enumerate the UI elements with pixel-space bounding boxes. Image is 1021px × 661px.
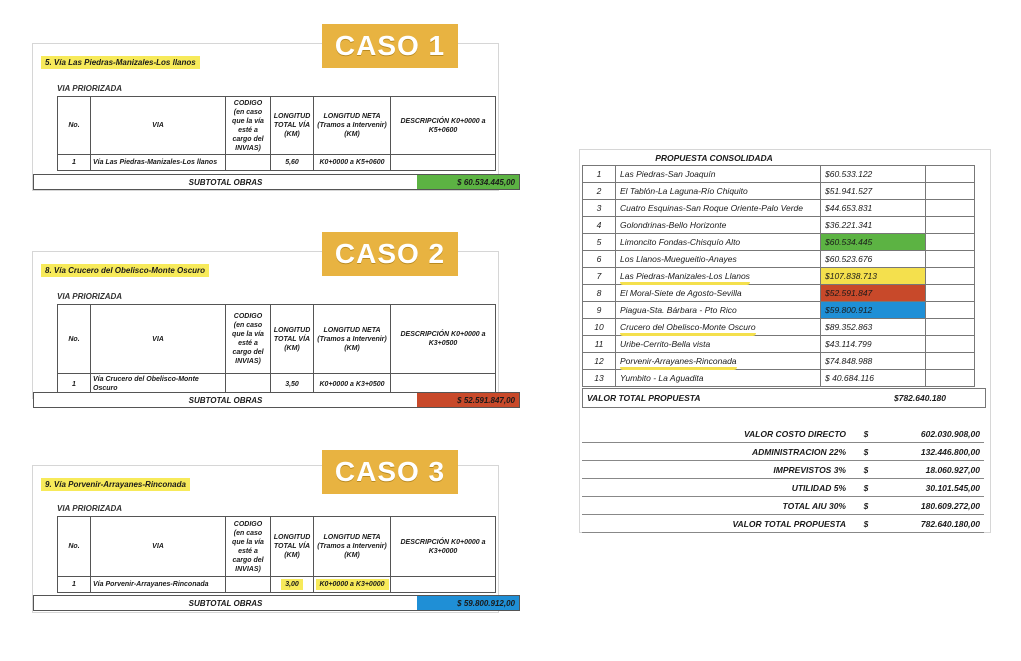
col-no: No. xyxy=(58,305,91,374)
row-via-name-text: Las Piedras-San Joaquín xyxy=(620,169,716,179)
cell-codigo xyxy=(226,155,271,171)
row-via-name-text: Los Llanos-Muegueitio-Anayes xyxy=(620,254,737,264)
summary-row xyxy=(582,479,984,497)
case-title xyxy=(41,266,209,275)
row-number: 11 xyxy=(583,336,616,353)
cell-neta-value: K0+0000 a K5+0600 xyxy=(319,159,385,166)
row-blank xyxy=(926,268,975,285)
row-via-name xyxy=(616,336,821,353)
col-longitud: LONGITUD TOTAL VÍA (KM) xyxy=(271,97,314,155)
consolidated-row xyxy=(583,166,975,183)
cell-no: 1 xyxy=(58,577,91,593)
summary-value: 18.060.927,00 xyxy=(882,461,984,479)
consolidated-row xyxy=(583,251,975,268)
row-blank xyxy=(926,166,975,183)
subtotal-row xyxy=(33,392,520,408)
row-via-name xyxy=(616,353,821,370)
cell-descripcion xyxy=(391,577,496,593)
cell-neta-value: K0+0000 a K3+0500 xyxy=(319,380,385,388)
row-via-name-text: El Tablón-La Laguna-Río Chiquito xyxy=(620,186,748,196)
row-blank xyxy=(926,353,975,370)
summary-value: 132.446.800,00 xyxy=(882,443,984,461)
case-title-text: 5. Vía Las Piedras-Manizales-Los llanos xyxy=(41,56,200,69)
summary-value: 180.609.272,00 xyxy=(882,497,984,515)
consolidated-row xyxy=(583,234,975,251)
case-table xyxy=(57,304,496,395)
consolidated-row xyxy=(583,217,975,234)
subtotal-value: $ 60.534.445,00 xyxy=(417,175,519,189)
row-value: $36.221.341 xyxy=(821,217,926,234)
row-blank xyxy=(926,285,975,302)
row-number: 8 xyxy=(583,285,616,302)
row-via-name xyxy=(616,234,821,251)
row-via-name-text: Las Piedras-Manizales-Los Llanos xyxy=(620,271,750,285)
consolidated-total-value: $782.640.180 xyxy=(894,393,946,403)
col-neta: LONGITUD NETA (Tramos a Intervenir) (KM) xyxy=(314,97,391,155)
row-value: $74.848.988 xyxy=(821,353,926,370)
col-no: No. xyxy=(58,517,91,577)
subtotal-label: SUBTOTAL OBRAS xyxy=(188,395,263,405)
row-value: $60.534.445 xyxy=(821,234,926,251)
row-via-name-text: Piagua-Sta. Bárbara - Pto Rico xyxy=(620,305,737,315)
cell-via: Vía Crucero del Obelisco-Monte Oscuro xyxy=(91,374,226,395)
via-priorizada-label: VIA PRIORIZADA xyxy=(57,504,123,513)
summary-label: VALOR COSTO DIRECTO xyxy=(582,425,850,443)
cell-descripcion xyxy=(391,155,496,171)
col-neta: LONGITUD NETA (Tramos a Intervenir) (KM) xyxy=(314,305,391,374)
consolidated-row xyxy=(583,319,975,336)
row-value: $59.800.912 xyxy=(821,302,926,319)
row-via-name-text: Limoncito Fondas-Chisquío Alto xyxy=(620,237,741,247)
row-via-name xyxy=(616,251,821,268)
consolidated-row xyxy=(583,200,975,217)
row-via-name xyxy=(616,285,821,302)
consolidated-row xyxy=(583,302,975,319)
consolidated-table xyxy=(582,165,975,387)
summary-currency: $ xyxy=(850,479,882,497)
summary-currency: $ xyxy=(850,461,882,479)
row-blank xyxy=(926,234,975,251)
row-number: 7 xyxy=(583,268,616,285)
consolidated-row xyxy=(583,183,975,200)
cell-longitud xyxy=(271,155,314,171)
row-blank xyxy=(926,183,975,200)
row-value: $44.653.831 xyxy=(821,200,926,217)
case-table xyxy=(57,96,496,171)
consolidated-row xyxy=(583,370,975,387)
summary-label: IMPREVISTOS 3% xyxy=(582,461,850,479)
case-label: CASO 1 xyxy=(322,24,458,68)
cell-codigo xyxy=(226,577,271,593)
row-number: 6 xyxy=(583,251,616,268)
col-longitud: LONGITUD TOTAL VÍA (KM) xyxy=(271,517,314,577)
subtotal-value: $ 59.800.912,00 xyxy=(417,596,519,610)
consolidated-row xyxy=(583,353,975,370)
row-via-name xyxy=(616,166,821,183)
cell-no: 1 xyxy=(58,155,91,171)
col-descripcion: DESCRIPCIÓN K0+0000 a K5+0600 xyxy=(391,97,496,155)
row-value: $51.941.527 xyxy=(821,183,926,200)
row-via-name xyxy=(616,200,821,217)
cell-via: Vía Porvenir-Arrayanes-Rinconada xyxy=(91,577,226,593)
row-blank xyxy=(926,302,975,319)
cell-neta xyxy=(314,155,391,171)
row-blank xyxy=(926,251,975,268)
row-via-name xyxy=(616,319,821,336)
row-blank xyxy=(926,370,975,387)
row-number: 9 xyxy=(583,302,616,319)
row-value: $60.533.122 xyxy=(821,166,926,183)
col-descripcion: DESCRIPCIÓN K0+0000 a K3+0000 xyxy=(391,517,496,577)
case-table xyxy=(57,516,496,593)
summary-value: 782.640.180,00 xyxy=(882,515,984,533)
row-via-name-text: El Moral-Siete de Agosto-Sevilla xyxy=(620,288,742,298)
subtotal-value: $ 52.591.847,00 xyxy=(417,393,519,407)
col-codigo: CODIGO (en caso que la vía esté a cargo del INVIAS) xyxy=(226,305,271,374)
summary-row xyxy=(582,461,984,479)
row-via-name-text: Crucero del Obelisco-Monte Oscuro xyxy=(620,322,756,336)
row-value: $89.352.863 xyxy=(821,319,926,336)
cell-longitud-value: 5,60 xyxy=(285,159,299,166)
cell-longitud-value: 3,00 xyxy=(281,579,303,590)
col-descripcion: DESCRIPCIÓN K0+0000 a K3+0500 xyxy=(391,305,496,374)
summary-label: ADMINISTRACION 22% xyxy=(582,443,850,461)
col-longitud: LONGITUD TOTAL VÍA (KM) xyxy=(271,305,314,374)
col-neta: LONGITUD NETA (Tramos a Intervenir) (KM) xyxy=(314,517,391,577)
row-via-name-text: Porvenir-Arrayanes-Rinconada xyxy=(620,356,737,370)
row-number: 4 xyxy=(583,217,616,234)
col-via: VIA xyxy=(91,305,226,374)
cell-no: 1 xyxy=(58,374,91,395)
row-value: $43.114.799 xyxy=(821,336,926,353)
row-number: 12 xyxy=(583,353,616,370)
summary-currency: $ xyxy=(850,497,882,515)
summary-row xyxy=(582,515,984,533)
summary-row xyxy=(582,443,984,461)
subtotal-label: SUBTOTAL OBRAS xyxy=(188,598,263,608)
cell-longitud-value: 3,50 xyxy=(285,380,299,388)
summary-currency: $ xyxy=(850,425,882,443)
row-via-name-text: Yumbito - La Aguadita xyxy=(620,373,704,383)
row-blank xyxy=(926,336,975,353)
col-via: VIA xyxy=(91,97,226,155)
row-via-name xyxy=(616,183,821,200)
row-value: $107.838.713 xyxy=(821,268,926,285)
via-priorizada-label: VIA PRIORIZADA xyxy=(57,292,123,301)
row-number: 1 xyxy=(583,166,616,183)
row-via-name xyxy=(616,370,821,387)
case-title xyxy=(41,480,190,489)
row-via-name-text: Golondrinas-Bello Horizonte xyxy=(620,220,727,230)
row-value: $60.523.676 xyxy=(821,251,926,268)
col-no: No. xyxy=(58,97,91,155)
cell-via: Vía Las Piedras-Manizales-Los llanos xyxy=(91,155,226,171)
row-via-name-text: Uribe-Cerrito-Bella vista xyxy=(620,339,711,349)
consolidated-row xyxy=(583,268,975,285)
row-number: 10 xyxy=(583,319,616,336)
case-title-text: 9. Vía Porvenir-Arrayanes-Rinconada xyxy=(41,478,190,491)
row-number: 3 xyxy=(583,200,616,217)
case-title xyxy=(41,58,200,67)
row-number: 5 xyxy=(583,234,616,251)
row-value: $ 40.684.116 xyxy=(821,370,926,387)
row-via-name xyxy=(616,302,821,319)
summary-value: 30.101.545,00 xyxy=(882,479,984,497)
row-blank xyxy=(926,200,975,217)
cell-longitud xyxy=(271,577,314,593)
col-codigo: CODIGO (en caso que la vía esté a cargo del INVIAS) xyxy=(226,97,271,155)
case-title-text: 8. Vía Crucero del Obelisco-Monte Oscuro xyxy=(41,264,209,277)
subtotal-row xyxy=(33,174,520,190)
summary-currency: $ xyxy=(850,443,882,461)
row-blank xyxy=(926,319,975,336)
consolidated-row xyxy=(583,336,975,353)
summary-label: TOTAL AIU 30% xyxy=(582,497,850,515)
subtotal-label: SUBTOTAL OBRAS xyxy=(188,177,263,187)
consolidated-total-label: VALOR TOTAL PROPUESTA xyxy=(587,393,701,403)
row-blank xyxy=(926,217,975,234)
subtotal-row xyxy=(33,595,520,611)
consolidated-row xyxy=(583,285,975,302)
summary-label: UTILIDAD 5% xyxy=(582,479,850,497)
col-codigo: CODIGO (en caso que la vía esté a cargo del INVIAS) xyxy=(226,517,271,577)
row-via-name xyxy=(616,268,821,285)
summary-currency: $ xyxy=(850,515,882,533)
row-number: 13 xyxy=(583,370,616,387)
summary-row xyxy=(582,497,984,515)
col-via: VIA xyxy=(91,517,226,577)
summary-label: VALOR TOTAL PROPUESTA xyxy=(582,515,850,533)
case-label: CASO 2 xyxy=(322,232,458,276)
summary-table xyxy=(582,425,984,533)
case-label: CASO 3 xyxy=(322,450,458,494)
cell-neta-value: K0+0000 a K3+0000 xyxy=(316,579,389,590)
summary-value: 602.030.908,00 xyxy=(882,425,984,443)
via-priorizada-label: VIA PRIORIZADA xyxy=(57,84,123,93)
row-value: $52.591.847 xyxy=(821,285,926,302)
cell-neta xyxy=(314,577,391,593)
consolidated-total-row xyxy=(582,388,986,408)
row-via-name-text: Cuatro Esquinas-San Roque Oriente-Palo Verde xyxy=(620,203,804,213)
row-number: 2 xyxy=(583,183,616,200)
consolidated-title: PROPUESTA CONSOLIDADA xyxy=(655,153,773,163)
summary-row xyxy=(582,425,984,443)
row-via-name xyxy=(616,217,821,234)
